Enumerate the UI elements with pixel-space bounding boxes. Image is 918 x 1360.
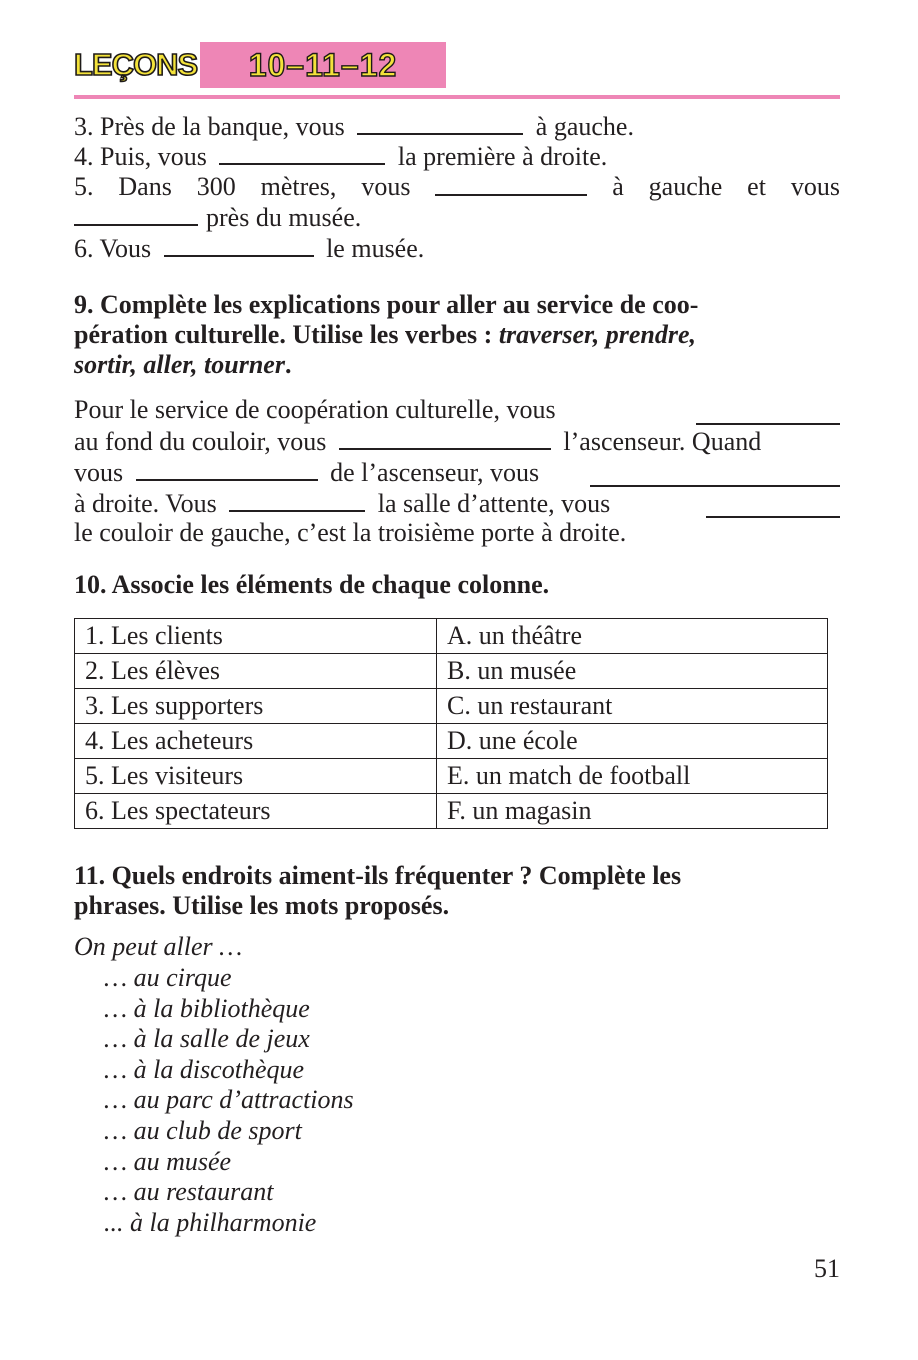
list-item: … au parc d’attractions — [104, 1085, 354, 1114]
table-row: 6. Les spectateurs F. un magasin — [75, 794, 828, 829]
blank-field[interactable] — [219, 141, 385, 165]
lessons-label: LEÇONS — [74, 47, 198, 82]
exercise-9-text-2: au fond du couloir, vous l’ascenseur. Quand — [74, 427, 762, 456]
association-table — [74, 618, 828, 829]
header-rule — [74, 95, 840, 99]
list-item: … à la bibliothèque — [104, 994, 310, 1023]
sentence-5-cont: près du musée. — [74, 202, 840, 233]
sentence-3: 3. Près de la banque, vous à gauche. — [74, 112, 634, 141]
list-item: … au musée — [104, 1147, 232, 1176]
blank-field[interactable] — [706, 494, 840, 518]
table-row: 2. Les élèves B. un musée — [75, 654, 828, 689]
list-item: … au restaurant — [104, 1177, 274, 1206]
exercise-10-title: 10. Associe les éléments de chaque colonne. — [74, 570, 550, 599]
blank-field[interactable] — [229, 488, 365, 512]
exercise-9-title-3: sortir, aller, tourner. — [74, 350, 292, 379]
blank-field[interactable] — [74, 202, 198, 226]
exercise-11-title-2: phrases. Utilise les mots proposés. — [74, 891, 450, 920]
blank-field[interactable] — [339, 426, 551, 450]
table-row: 3. Les supporters C. un restaurant — [75, 689, 828, 724]
sentence-6: 6. Vous le musée. — [74, 234, 425, 263]
exercise-11-intro: On peut aller … — [74, 932, 243, 961]
blank-field[interactable] — [435, 172, 587, 196]
list-item: … à la salle de jeux — [104, 1024, 310, 1053]
exercise-9-title: 9. Complète les explications pour aller au service de coo- — [74, 290, 699, 319]
exercise-9-text-5: le couloir de gauche, c’est la troisième porte à droite. — [74, 518, 627, 547]
sentence-4: 4. Puis, vous la première à droite. — [74, 142, 608, 171]
exercise-11-title: 11. Quels endroits aiment-ils fréquenter ? Complète les — [74, 861, 682, 890]
blank-field[interactable] — [357, 111, 523, 135]
list-item: … au club de sport — [104, 1116, 302, 1145]
list-item: ... à la philharmonie — [104, 1208, 317, 1237]
blank-field[interactable] — [136, 457, 318, 481]
exercise-9-text-3: vous de l’ascenseur, vous — [74, 457, 840, 488]
list-item: … à la discothèque — [104, 1055, 305, 1084]
exercise-9-text-1: Pour le service de coopération culturelle, vous — [74, 395, 840, 425]
blank-field[interactable] — [590, 463, 840, 487]
lesson-numbers: 10–11–12 — [200, 42, 446, 88]
table-row: 5. Les visiteurs E. un match de football — [75, 759, 828, 794]
table-row: 1. Les clients A. un théâtre — [75, 619, 828, 654]
list-item: … au cirque — [104, 963, 232, 992]
exercise-9-title-2: pération culturelle. Utilise les verbes : traverser, prendre, — [74, 320, 696, 349]
exercise-9-text-4: à droite. Vous la salle d’attente, vous — [74, 488, 840, 519]
table-row: 4. Les acheteurs D. une école — [75, 724, 828, 759]
page-number: 51 — [814, 1254, 840, 1283]
blank-field[interactable] — [164, 233, 314, 257]
sentence-5: 5. Dans 300 mètres, vous à gauche et vous — [74, 172, 840, 201]
blank-field[interactable] — [696, 401, 840, 425]
